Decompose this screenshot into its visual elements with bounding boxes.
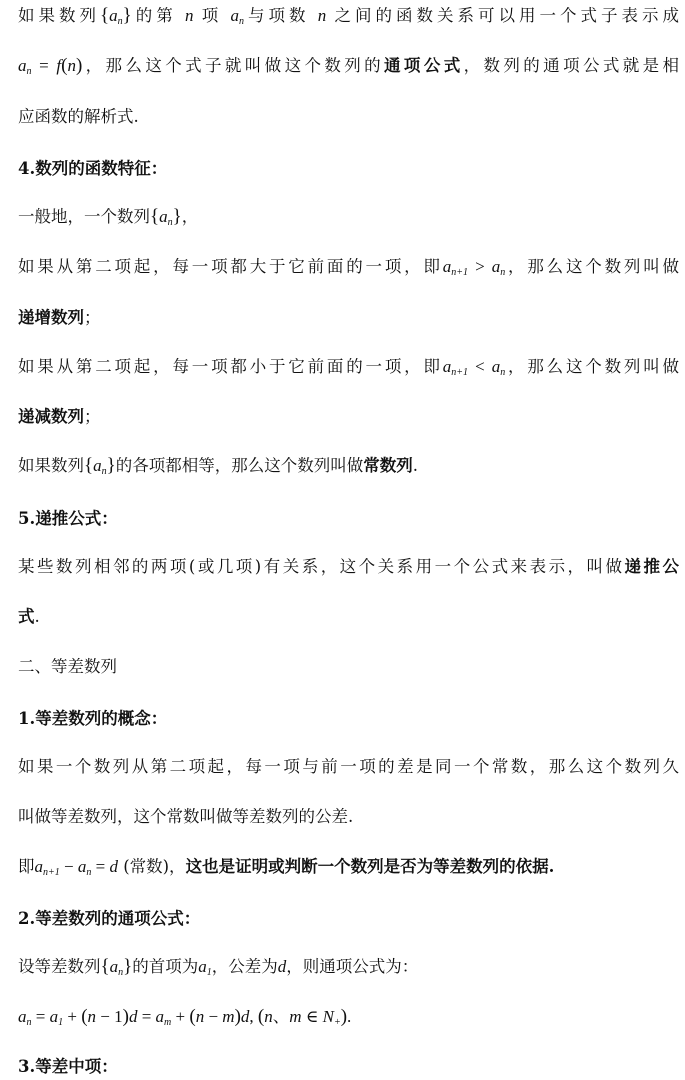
text: ，数列的通项公式就是相 bbox=[463, 56, 680, 75]
text: 的第 bbox=[131, 6, 177, 25]
text: . bbox=[34, 607, 40, 626]
bold-term: 递推公 bbox=[624, 557, 680, 576]
text: ； bbox=[84, 308, 101, 327]
heading-2: 2.等差数列的通项公式： bbox=[18, 909, 201, 928]
paragraph-line-6: 如果从第二项起，每一项都大于它前面的一项，即$a_{n+1} > a_n$，那么这个数列叫做 bbox=[18, 257, 680, 278]
text: ，那么这个数列叫做 bbox=[505, 357, 680, 376]
paragraph-line-5: 一般地，一个数列$\{a_n\}$， bbox=[18, 206, 199, 228]
text: ，则通项公式为： bbox=[286, 957, 419, 976]
text: 如果数列 bbox=[18, 6, 100, 25]
text: 如果从第二项起，每一项都小于它前面的一项，即 bbox=[18, 357, 443, 376]
bold-term: 式 bbox=[18, 607, 35, 626]
text: 设等差数列 bbox=[18, 957, 101, 976]
bold-term: 递增数列 bbox=[18, 308, 84, 327]
text: ； bbox=[84, 407, 101, 426]
text: 的首项为 bbox=[132, 957, 199, 976]
paragraph-line-20: 设等差数列$\{a_n\}$的首项为$a_1$，公差为d，则通项公式为： bbox=[18, 956, 419, 978]
bold-term: 递减数列 bbox=[18, 407, 84, 426]
text: 的各项都相等，那么这个数列叫做 bbox=[115, 456, 364, 475]
paragraph-line-7 bbox=[18, 307, 679, 329]
text: ，那么这个数列叫做 bbox=[505, 257, 680, 276]
text: 与项数 bbox=[244, 6, 310, 25]
bold-term: 常数列 bbox=[363, 456, 413, 475]
bold-term: 通项公式 bbox=[384, 56, 464, 75]
heading-5: 5.递推公式： bbox=[18, 509, 118, 528]
text: 一般地，一个数列 bbox=[18, 207, 150, 226]
heading-1: 1.等差数列的概念： bbox=[18, 709, 168, 728]
text: 项 bbox=[201, 6, 223, 25]
text: 如果从第二项起，每一项都大于它前面的一项，即 bbox=[18, 257, 443, 276]
paragraph-line-1: 如果数列$\{a_n\}$的第 n 项 $a_n$与项数 n 之间的函数关系可以用一个式子表示成 bbox=[18, 5, 679, 27]
text: ，公差为 bbox=[211, 957, 278, 976]
text: 某些数列相邻的两项(或几项)有关系，这个关系用一个公式来表示，叫做 bbox=[18, 557, 625, 576]
paragraph-line-18: 即$a_{n+1} - a_n = d$ (常数)，这也是证明或判断一个数列是否为等差数列的依据. bbox=[18, 857, 555, 878]
text: ， bbox=[181, 207, 199, 226]
paragraph-line-16: 如果一个数列从第二项起，每一项与前一项的差是同一个常数，那么这个数列久 bbox=[18, 757, 679, 776]
bold-term: 这也是证明或判断一个数列是否为等差数列的依据. bbox=[185, 857, 555, 876]
section-heading: 二、等差数列 bbox=[18, 657, 117, 676]
paragraph-line-2: $a_n = f(n)$，那么这个式子就叫做这个数列的通项公式，数列的通项公式就是相 bbox=[18, 55, 680, 77]
paragraph-line-13 bbox=[18, 606, 679, 628]
heading-3: 3.等差中项： bbox=[18, 1057, 118, 1076]
paragraph-line-8: 如果从第二项起，每一项都小于它前面的一项，即$a_{n+1} < a_n$，那么这个数列叫做 bbox=[18, 357, 680, 378]
text: 即 bbox=[18, 857, 35, 876]
paragraph-line-3: 应函数的解析式. bbox=[18, 107, 139, 126]
heading-4: 4.数列的函数特征： bbox=[18, 159, 168, 178]
text: ，那么这个式子就叫做这个数列的 bbox=[82, 56, 385, 75]
text: . bbox=[412, 456, 418, 475]
paragraph-line-12 bbox=[18, 556, 679, 578]
formula-line: $a_n = a_1 + (n - 1)d = a_m + (n - m)d$, (n、m ∈ $N_+$). bbox=[18, 1006, 352, 1028]
paragraph-line-10: 如果数列$\{a_n\}$的各项都相等，那么这个数列叫做常数列. bbox=[18, 455, 418, 477]
text: 如果数列 bbox=[18, 456, 84, 475]
paragraph-line-9 bbox=[18, 406, 679, 428]
paragraph-line-17: 叫做等差数列，这个常数叫做等差数列的公差. bbox=[18, 807, 354, 826]
text: 之间的函数关系可以用一个式子表示成 bbox=[334, 6, 679, 25]
text: (常数)， bbox=[123, 857, 186, 876]
